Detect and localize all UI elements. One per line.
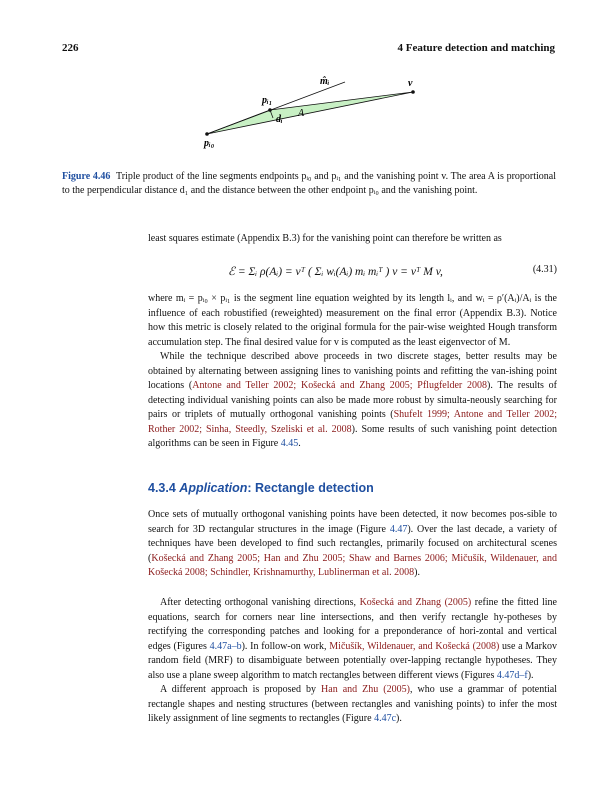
section-paragraph-2-text bbox=[148, 596, 557, 683]
s1-text-c: ). bbox=[414, 567, 420, 578]
s3-text-b: , who use a grammar of potential rectangle shapes and nesting structures (between rectangles and vanishing points) to infer the most likely assignment of line segments to rectangles (Figure bbox=[148, 684, 558, 724]
section-paragraph-1 bbox=[148, 508, 557, 581]
s1-text-a: Once sets of mutually orthogonal vanishing points have been detected, it now becomes pos-sible to search for 3D rectangular structures in the image (Figure bbox=[148, 509, 557, 535]
label-m-hat: m̂ᵢ bbox=[320, 76, 330, 87]
s1-text-b: ). Over the last decade, a variety of techniques have been developed to find such rectangles, primarily focused on architectural scenes ( bbox=[148, 523, 557, 564]
s2-text-c: ). In follow-on work, bbox=[241, 640, 330, 652]
label-A: A bbox=[298, 108, 305, 119]
paragraph-technique bbox=[148, 350, 557, 452]
paragraph-where: where mᵢ = pᵢ₀ × pᵢ₁ is the segment line equation weighted by its length lᵢ, and wᵢ = ρ′(Aᵢ)/Aᵢ is the influence of each robustified (reweighted) measurement on the final error (Appendix B.3). Notice how this metric is closely related to the original formula for the pair-wise weighted Hough transform accumulation step. The final desired value for v is computed as the least eigenvector of M. bbox=[148, 293, 557, 348]
citation-link[interactable]: Antone and Teller 2002; Košecká and Zhang 2005; Pflugfelder 2008 bbox=[192, 380, 488, 391]
p3-text-a: While the technique described above proceeds in two discrete stages, better results may be obtained by alternating between assigning lines to vanishing points and refitting the van-ishing point locations ( bbox=[148, 351, 557, 391]
figure-ref-link[interactable]: 4.47c bbox=[374, 713, 397, 724]
equation-4-31 bbox=[148, 256, 557, 290]
endpoint-p1 bbox=[268, 108, 272, 112]
citation-link[interactable]: Shufelt 1999; Antone and Teller 2002; Rother 2002; Sinha, Steedly, Szeliski et al. 2008 bbox=[148, 409, 557, 435]
paragraph-intro-text: least squares estimate (Appendix B.3) for the vanishing point can therefore be written as bbox=[148, 233, 502, 244]
section-number: 4.3.4 bbox=[148, 481, 176, 495]
section-heading bbox=[148, 481, 374, 495]
caption-text: Triple product of the line segments endpoints pᵢ₀ and pᵢ₁ and the vanishing point v. The area A is proportional to the perpendicular distance d₁ and the distance between the other endpoint pᵢ₀ and the vanishing point. bbox=[62, 171, 557, 196]
s2-text-e: ). bbox=[527, 669, 534, 681]
figure-ref-link[interactable]: 4.47 bbox=[389, 523, 408, 535]
s3-text-c: ). bbox=[396, 713, 402, 724]
vanishing-point bbox=[411, 90, 415, 94]
s2-text-b: refine the fitted line equations, search for corners near line intersections, and then verify rectangle hy-potheses by rectifying the corresponding patches and looking for a preponderance of hori-zontal and vertical edges (Figures bbox=[148, 597, 557, 652]
label-d-i: dᵢ bbox=[276, 114, 283, 125]
s2-text-a: After detecting orthogonal vanishing directions, bbox=[160, 597, 360, 608]
equation-expression: ℰ = Σᵢ ρ(Aᵢ) = vᵀ ( Σᵢ wᵢ(Aᵢ) mᵢ mᵢᵀ ) v = vᵀ M v, bbox=[228, 266, 443, 278]
label-p-i0: pᵢ₀ bbox=[204, 138, 215, 149]
p3-text-b: ). The results of detecting individual vanishing points can also be made more robust by simulta-neously searching for pairs or triplets of mutually orthogonal vanishing points ( bbox=[148, 380, 558, 420]
area-triangle bbox=[207, 92, 413, 134]
citation-link[interactable]: Košecká and Zhang (2005) bbox=[359, 597, 472, 608]
body-text-block bbox=[148, 292, 557, 452]
citation-link[interactable]: Mičušík, Wildenauer, and Košecká (2008) bbox=[329, 640, 500, 652]
section-application-word: Application bbox=[179, 481, 248, 495]
label-v: v bbox=[408, 78, 413, 89]
page-number: 226 bbox=[62, 42, 79, 54]
label-p-i1: pᵢ₁ bbox=[262, 95, 273, 106]
s3-text-a: A different approach is proposed by bbox=[160, 684, 322, 695]
chapter-title: 4 Feature detection and matching bbox=[397, 42, 555, 54]
figure-caption bbox=[62, 170, 556, 198]
figure-ref-link[interactable]: 4.47a–b bbox=[209, 640, 242, 652]
citation-link[interactable]: Košecká and Zhang 2005; Han and Zhu 2005; Shaw and Barnes 2006; Mičušík, Wildenauer, and Košecká 2008; Schindler, Krishnamurthy, Lublinerman et al. 2008 bbox=[148, 552, 557, 578]
endpoint-p0 bbox=[205, 132, 209, 136]
paragraph-intro bbox=[148, 232, 557, 247]
equation-number: (4.31) bbox=[532, 264, 557, 275]
p3-text-d: ). Some results of such vanishing point detection algorithms can be seen in Figure bbox=[148, 423, 557, 449]
figure-ref-link[interactable]: 4.47d–f bbox=[496, 669, 528, 681]
figure-ref-link[interactable]: 4.45 bbox=[280, 438, 299, 449]
section-paragraph-1-text bbox=[148, 508, 557, 581]
section-paragraph-2 bbox=[148, 596, 557, 727]
section-title-rest: : Rectangle detection bbox=[247, 481, 374, 495]
p3-text-e: . bbox=[298, 438, 301, 449]
section-paragraph-3-text bbox=[148, 683, 557, 727]
caption-label: Figure 4.46 bbox=[62, 171, 111, 182]
citation-link[interactable]: Han and Zhu (2005) bbox=[321, 684, 410, 695]
triple-product-figure bbox=[195, 70, 435, 152]
s2-text-d: use a Markov random field (MRF) to disambiguate between potentially over-lapping rectangle hypotheses. They also use a plane sweep algorithm to match rectangles between different views (Figures bbox=[148, 640, 558, 681]
